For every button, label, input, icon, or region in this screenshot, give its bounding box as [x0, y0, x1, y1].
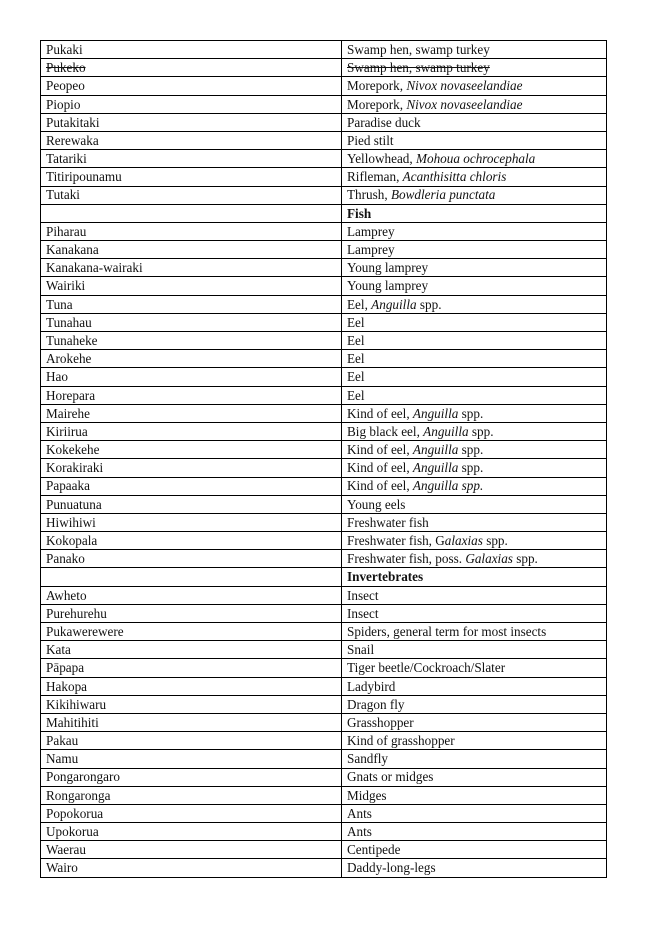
- maori-name-cell: Pukeko: [41, 59, 342, 77]
- common-name: Dragon fly: [347, 696, 405, 712]
- english-name-cell: [342, 150, 607, 168]
- maori-name-cell: Rongaronga: [41, 786, 342, 804]
- table-row: [41, 259, 607, 277]
- table-row: [41, 477, 607, 495]
- english-name-cell: [342, 350, 607, 368]
- maori-name-cell: Kanakana-wairaki: [41, 259, 342, 277]
- maori-name-cell: Mairehe: [41, 404, 342, 422]
- common-name: Freshwater fish, poss.: [347, 551, 466, 567]
- english-name-cell: [342, 623, 607, 641]
- document-page: [40, 40, 606, 878]
- table-row: [41, 150, 607, 168]
- common-name: Ants: [347, 805, 372, 821]
- maori-name-cell: Tunaheke: [41, 332, 342, 350]
- english-name-cell: [342, 422, 607, 440]
- maori-name-cell: Korakiraki: [41, 459, 342, 477]
- species-name: Mohoua ochrocephala: [416, 151, 536, 167]
- english-name-cell: [342, 222, 607, 240]
- english-name-cell: [342, 259, 607, 277]
- common-name: Grasshopper: [347, 714, 414, 730]
- english-name-cell: [342, 95, 607, 113]
- table-row: [41, 295, 607, 313]
- species-name: Anguilla: [412, 442, 459, 458]
- english-name-cell: [342, 786, 607, 804]
- english-name-cell: [342, 550, 607, 568]
- common-name: Ants: [347, 824, 372, 840]
- maori-name-cell: Pukaki: [41, 41, 342, 59]
- maori-name-cell: Kokekehe: [41, 441, 342, 459]
- english-name-cell: [342, 713, 607, 731]
- section-header-row: [41, 204, 607, 222]
- english-name-cell: [342, 131, 607, 149]
- section-title: Invertebrates: [347, 569, 424, 585]
- common-name: Kind of eel,: [347, 442, 413, 458]
- common-name: Insect: [347, 605, 379, 621]
- species-name: Anguilla: [423, 423, 469, 439]
- common-name: Eel: [347, 332, 365, 348]
- table-row: [41, 695, 607, 713]
- table-row: [41, 513, 607, 531]
- common-name: Eel: [347, 387, 365, 403]
- common-name: Kind of eel,: [347, 405, 413, 421]
- english-name-cell: [342, 186, 607, 204]
- common-name: Lamprey: [347, 242, 395, 258]
- species-name: Nivox novaseelandiae: [406, 96, 523, 112]
- english-name-cell: [342, 804, 607, 822]
- table-row: [41, 768, 607, 786]
- common-name: Young eels: [347, 496, 406, 512]
- species-name: Bowdleria punctata: [390, 187, 496, 203]
- maori-name-cell: Upokorua: [41, 823, 342, 841]
- table-row: [41, 332, 607, 350]
- english-name-cell: [342, 441, 607, 459]
- maori-name-cell: Horepara: [41, 386, 342, 404]
- common-name: Centipede: [347, 842, 401, 858]
- maori-name-cell: Pāpapa: [41, 659, 342, 677]
- english-name-cell: [342, 768, 607, 786]
- english-name-cell: [342, 477, 607, 495]
- common-name: Spiders, general term for most insects: [347, 623, 547, 639]
- english-name-cell: [342, 77, 607, 95]
- common-name: Swamp hen, swamp turkey: [347, 41, 490, 57]
- english-name-cell: [342, 513, 607, 531]
- common-name: Kind of eel,: [347, 478, 413, 494]
- table-row: [41, 677, 607, 695]
- english-name-cell: [342, 404, 607, 422]
- common-name: Insect: [347, 587, 379, 603]
- english-name-cell: [342, 604, 607, 622]
- maori-name-cell: Hao: [41, 368, 342, 386]
- english-name-cell: [342, 295, 607, 313]
- section-title-cell: [342, 204, 607, 222]
- common-name: Morepork,: [347, 78, 407, 94]
- common-name: Eel: [347, 314, 365, 330]
- species-name: Nivox novaseelandiae: [406, 78, 523, 94]
- table-row: [41, 113, 607, 131]
- table-row: [41, 368, 607, 386]
- maori-name-cell: [41, 568, 342, 586]
- species-name: Galaxias: [465, 551, 513, 567]
- common-name: Midges: [347, 787, 387, 803]
- english-name-cell: [342, 386, 607, 404]
- common-name: Pied stilt: [347, 132, 394, 148]
- english-name-cell: [342, 823, 607, 841]
- common-name: Young lamprey: [347, 278, 429, 294]
- english-name-cell: [342, 750, 607, 768]
- table-row: [41, 222, 607, 240]
- common-name: Sandfly: [347, 751, 389, 767]
- maori-name-cell: Popokorua: [41, 804, 342, 822]
- english-name-cell: [342, 277, 607, 295]
- species-name: Acanthisitta chloris: [402, 169, 507, 185]
- table-row: [41, 841, 607, 859]
- table-row: [41, 495, 607, 513]
- maori-name-cell: Pongarongaro: [41, 768, 342, 786]
- maori-name-cell: Hakopa: [41, 677, 342, 695]
- table-row: [41, 550, 607, 568]
- maori-name-cell: Kata: [41, 641, 342, 659]
- table-row: [41, 750, 607, 768]
- table-row: [41, 277, 607, 295]
- maori-name-cell: Kokopala: [41, 532, 342, 550]
- maori-name-cell: Punuatuna: [41, 495, 342, 513]
- common-name: Kind of eel,: [347, 460, 413, 476]
- common-name: Paradise duck: [347, 114, 421, 130]
- maori-name-cell: Waerau: [41, 841, 342, 859]
- table-row: [41, 586, 607, 604]
- maori-name-cell: Namu: [41, 750, 342, 768]
- english-name-cell: [342, 332, 607, 350]
- species-table-body: [41, 41, 607, 878]
- common-name: Freshwater fish, G: [347, 533, 445, 549]
- table-row: [41, 186, 607, 204]
- common-name: Eel: [347, 351, 365, 367]
- section-title-cell: [342, 568, 607, 586]
- english-name-cell: [342, 495, 607, 513]
- maori-name-cell: Rerewaka: [41, 131, 342, 149]
- table-row: [41, 422, 607, 440]
- common-name: Morepork,: [347, 96, 407, 112]
- table-row: [41, 241, 607, 259]
- table-row: [41, 659, 607, 677]
- table-row: [41, 313, 607, 331]
- common-name: Swamp hen, swamp turkey: [347, 60, 490, 76]
- english-name-cell: [342, 113, 607, 131]
- table-row: [41, 59, 607, 77]
- common-name: Rifleman,: [347, 169, 403, 185]
- common-name: Thrush,: [347, 187, 391, 203]
- common-name: Freshwater fish: [347, 514, 429, 530]
- species-table: [40, 40, 607, 878]
- common-name: Gnats or midges: [347, 769, 434, 785]
- english-name-cell: [342, 732, 607, 750]
- table-row: [41, 77, 607, 95]
- species-suffix: spp.: [458, 460, 484, 476]
- common-name: Kind of grasshopper: [347, 733, 455, 749]
- table-row: [41, 641, 607, 659]
- maori-name-cell: Peopeo: [41, 77, 342, 95]
- english-name-cell: [342, 586, 607, 604]
- table-row: [41, 350, 607, 368]
- common-name: Eel: [347, 369, 365, 385]
- species-name: alaxias: [444, 533, 483, 549]
- species-name: Anguilla: [371, 296, 417, 312]
- common-name: Lamprey: [347, 223, 395, 239]
- english-name-cell: [342, 641, 607, 659]
- maori-name-cell: Titiripounamu: [41, 168, 342, 186]
- maori-name-cell: [41, 204, 342, 222]
- maori-name-cell: Piopio: [41, 95, 342, 113]
- table-row: [41, 732, 607, 750]
- table-row: [41, 823, 607, 841]
- common-name: Daddy-long-legs: [347, 860, 436, 876]
- table-row: [41, 441, 607, 459]
- maori-name-cell: Wairo: [41, 859, 342, 877]
- maori-name-cell: Kanakana: [41, 241, 342, 259]
- table-row: [41, 804, 607, 822]
- english-name-cell: [342, 368, 607, 386]
- english-name-cell: [342, 695, 607, 713]
- english-name-cell: [342, 677, 607, 695]
- common-name: Tiger beetle/Cockroach/Slater: [347, 660, 506, 676]
- english-name-cell: [342, 313, 607, 331]
- maori-name-cell: Purehurehu: [41, 604, 342, 622]
- species-suffix: spp.: [512, 551, 538, 567]
- table-row: [41, 386, 607, 404]
- table-row: [41, 623, 607, 641]
- table-row: [41, 168, 607, 186]
- english-name-cell: [342, 841, 607, 859]
- english-name-cell: [342, 459, 607, 477]
- table-row: [41, 604, 607, 622]
- species-suffix: spp.: [482, 533, 508, 549]
- maori-name-cell: Tutaki: [41, 186, 342, 204]
- maori-name-cell: Panako: [41, 550, 342, 568]
- maori-name-cell: Awheto: [41, 586, 342, 604]
- maori-name-cell: Wairiki: [41, 277, 342, 295]
- species-name: Anguilla: [412, 405, 459, 421]
- table-row: [41, 131, 607, 149]
- table-row: [41, 41, 607, 59]
- species-suffix: spp.: [458, 405, 484, 421]
- english-name-cell: [342, 241, 607, 259]
- english-name-cell: [342, 659, 607, 677]
- english-name-cell: [342, 59, 607, 77]
- english-name-cell: [342, 41, 607, 59]
- table-row: [41, 713, 607, 731]
- english-name-cell: [342, 859, 607, 877]
- maori-name-cell: Mahitihiti: [41, 713, 342, 731]
- maori-name-cell: Hiwihiwi: [41, 513, 342, 531]
- maori-name-cell: Papaaka: [41, 477, 342, 495]
- common-name: Yellowhead,: [347, 151, 416, 167]
- maori-name-cell: Kiriirua: [41, 422, 342, 440]
- maori-name-cell: Piharau: [41, 222, 342, 240]
- table-row: [41, 859, 607, 877]
- maori-name-cell: Arokehe: [41, 350, 342, 368]
- species-suffix: spp.: [416, 296, 442, 312]
- common-name: Young lamprey: [347, 260, 429, 276]
- species-suffix: spp.: [468, 423, 494, 439]
- common-name: Ladybird: [347, 678, 396, 694]
- common-name: Eel,: [347, 296, 372, 312]
- common-name: Snail: [347, 642, 375, 658]
- table-row: [41, 532, 607, 550]
- species-name: Anguilla spp.: [412, 478, 484, 494]
- table-row: [41, 95, 607, 113]
- species-suffix: spp.: [458, 442, 484, 458]
- english-name-cell: [342, 532, 607, 550]
- maori-name-cell: Pakau: [41, 732, 342, 750]
- maori-name-cell: Putakitaki: [41, 113, 342, 131]
- maori-name-cell: Tunahau: [41, 313, 342, 331]
- maori-name-cell: Tatariki: [41, 150, 342, 168]
- species-name: Anguilla: [412, 460, 459, 476]
- maori-name-cell: Tuna: [41, 295, 342, 313]
- table-row: [41, 786, 607, 804]
- table-row: [41, 404, 607, 422]
- section-header-row: [41, 568, 607, 586]
- common-name: Big black eel,: [347, 423, 424, 439]
- english-name-cell: [342, 168, 607, 186]
- section-title: Fish: [347, 205, 372, 221]
- maori-name-cell: Kikihiwaru: [41, 695, 342, 713]
- maori-name-cell: Pukawerewere: [41, 623, 342, 641]
- table-row: [41, 459, 607, 477]
